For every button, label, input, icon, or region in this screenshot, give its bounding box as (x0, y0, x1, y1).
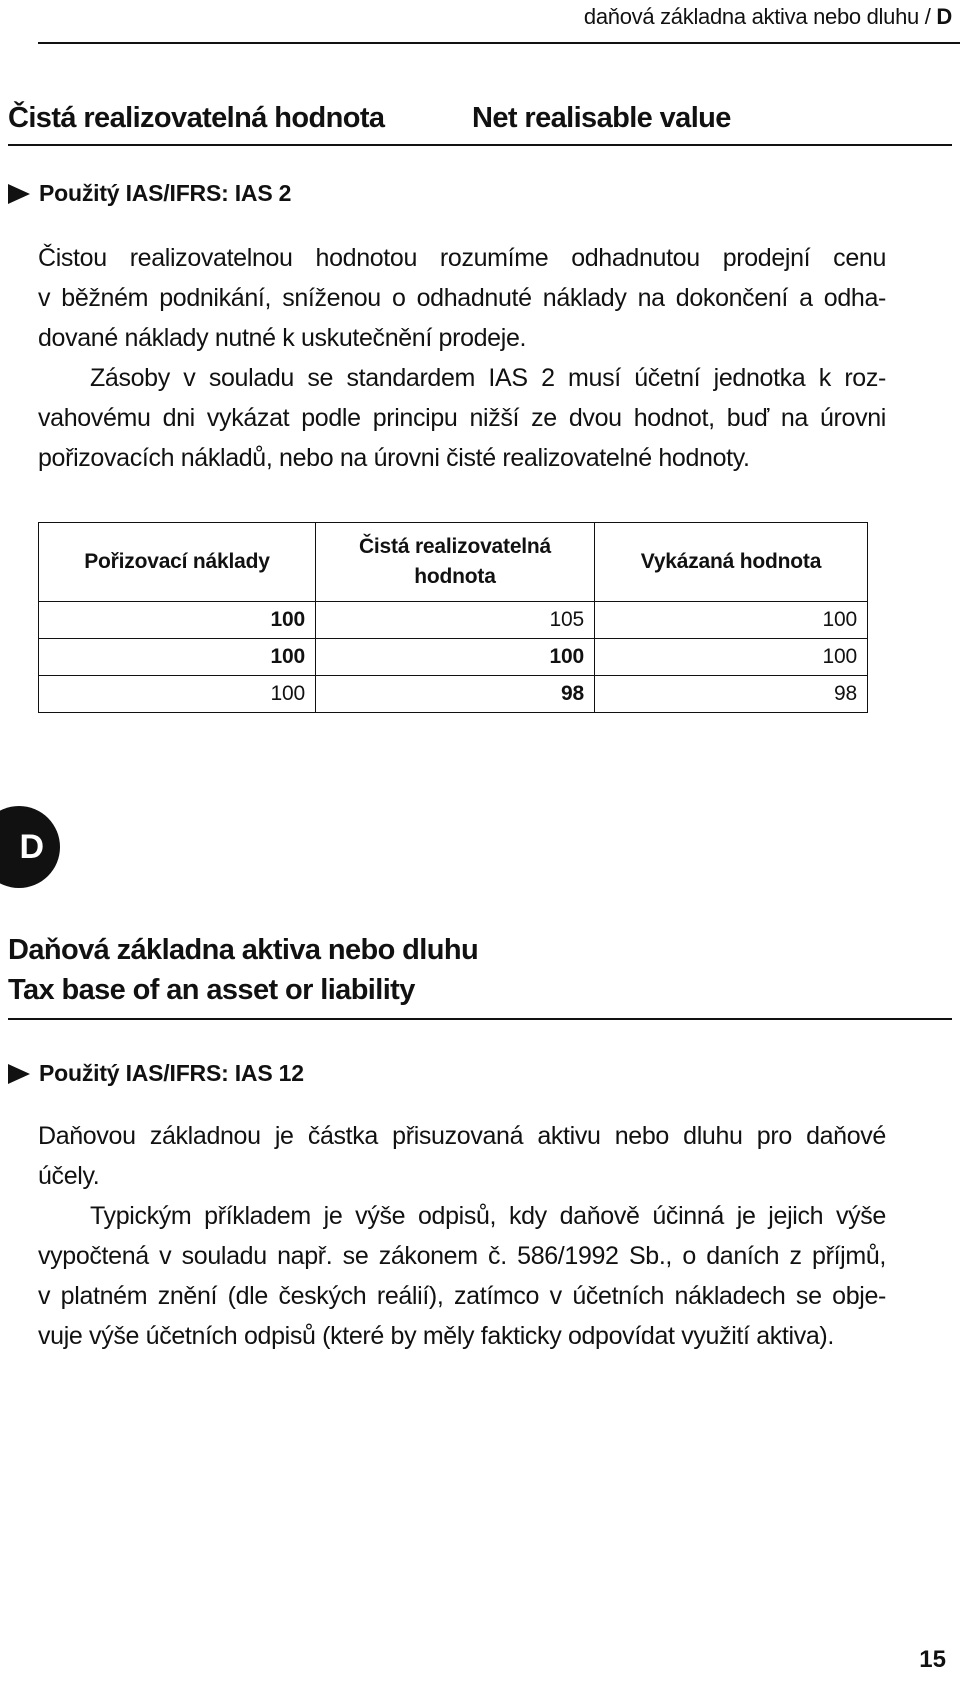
text-line: v běžném podnikání, sníženou o odhadnuté náklady na dokončení a odha- (38, 284, 886, 312)
text-line: Typickým příkladem je výše odpisů, kdy daňově účinná je jejich výše (90, 1202, 886, 1230)
valuation-table (38, 522, 868, 713)
text-line: vuje výše účetních odpisů (které by měly fakticky odpovídat využití aktiva). (38, 1322, 834, 1350)
table-row (39, 639, 868, 676)
text-line: dované náklady nutné k uskutečnění prodeje. (38, 324, 527, 352)
running-header (584, 4, 952, 30)
cell-reported: 100 (595, 602, 868, 639)
header-cost: Pořizovací náklady (39, 523, 316, 602)
term-standard-text: Použitý IAS/IFRS: IAS 2 (39, 180, 292, 206)
arrow-right-icon (8, 1064, 30, 1084)
cell-reported: 100 (595, 639, 868, 676)
text-line: v platném znění (dle českých reálií), zatímco v účetních nákladech se obje- (38, 1282, 886, 1310)
header-nrv-line-1: Čistá realizovatelná (358, 535, 552, 558)
cell-nrv: 98 (316, 676, 595, 713)
term-czech: Čistá realizovatelná hodnota (8, 102, 385, 134)
cell-reported: 98 (595, 676, 868, 713)
section-paragraph-1 (38, 1116, 886, 1196)
term-heading (8, 102, 960, 142)
section-letter-badge: D (0, 806, 60, 888)
text-line: vahovému dni vykázat podle principu nižší ze dvou hodnot, buď na úrovni (38, 404, 886, 432)
text-line: účely. (38, 1162, 100, 1190)
text-line: vypočtená v souladu např. se zákonem č. 586/1992 Sb., o daních z příjmů, (38, 1242, 886, 1270)
cell-cost: 100 (39, 639, 316, 676)
term-rule (8, 144, 952, 146)
section-paragraph-2 (38, 1196, 886, 1356)
header-reported: Vykázaná hodnota (595, 523, 868, 602)
header-rule (38, 42, 960, 44)
term-standard (8, 180, 291, 207)
header-nrv-line-2: hodnota (414, 565, 496, 588)
table-row (39, 602, 868, 639)
term-english: Net realisable value (472, 102, 731, 134)
section-title-czech: Daňová základna aktiva nebo dluhu (8, 934, 479, 966)
section-rule (8, 1018, 952, 1020)
term-paragraph-1 (38, 238, 886, 358)
text-line: pořizovacích nákladů, nebo na úrovni čisté realizovatelné hodnoty. (38, 444, 750, 472)
section-title-english: Tax base of an asset or liability (8, 974, 415, 1006)
table-row (39, 676, 868, 713)
text-line: Čistou realizovatelnou hodnotou rozumíme odhadnutou prodejní cenu (38, 244, 886, 272)
text-line: Daňovou základnou je částka přisuzovaná aktivu nebo dluhu pro daňové (38, 1122, 886, 1150)
header-nrv (316, 523, 595, 602)
section-title (8, 930, 478, 1010)
arrow-right-icon (8, 184, 30, 204)
cell-cost: 100 (39, 676, 316, 713)
cell-cost: 100 (39, 602, 316, 639)
term-paragraph-2 (38, 358, 886, 478)
section-standard (8, 1060, 304, 1087)
page-number: 15 (919, 1646, 946, 1673)
running-header-letter: D (936, 4, 952, 29)
cell-nrv: 105 (316, 602, 595, 639)
section-standard-text: Použitý IAS/IFRS: IAS 12 (39, 1060, 304, 1086)
text-line: Zásoby v souladu se standardem IAS 2 musí účetní jednotka k roz- (90, 364, 886, 392)
cell-nrv: 100 (316, 639, 595, 676)
table-header-row (39, 523, 868, 602)
running-header-text: daňová základna aktiva nebo dluhu / (583, 4, 937, 29)
